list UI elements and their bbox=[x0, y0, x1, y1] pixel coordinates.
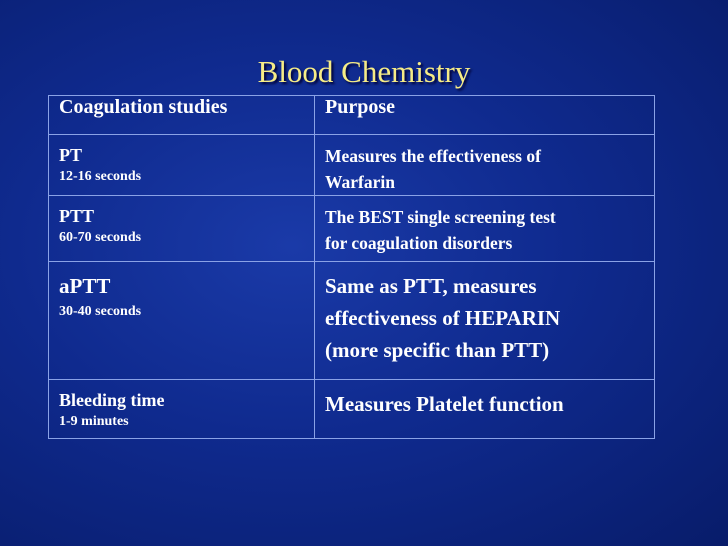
test-cell bbox=[49, 380, 315, 439]
purpose-line: The BEST single screening test bbox=[325, 207, 556, 227]
test-name: aPTT bbox=[59, 274, 111, 298]
purpose-cell bbox=[315, 380, 655, 439]
table-header-row bbox=[49, 96, 655, 135]
purpose-line: Same as PTT, measures bbox=[325, 274, 537, 298]
test-cell bbox=[49, 262, 315, 380]
coagulation-table bbox=[48, 95, 655, 439]
test-cell bbox=[49, 135, 315, 196]
table-row bbox=[49, 380, 655, 439]
purpose-line: for coagulation disorders bbox=[325, 233, 513, 253]
test-name: Bleeding time bbox=[59, 390, 165, 410]
table-row bbox=[49, 262, 655, 380]
purpose-line: (more specific than PTT) bbox=[325, 338, 550, 362]
table-row bbox=[49, 135, 655, 196]
purpose-cell bbox=[315, 135, 655, 196]
table-row bbox=[49, 196, 655, 262]
test-range: 12-16 seconds bbox=[59, 169, 142, 184]
purpose-cell bbox=[315, 196, 655, 262]
purpose-line: Warfarin bbox=[325, 172, 395, 192]
test-name: PTT bbox=[59, 206, 95, 226]
test-range: 30-40 seconds bbox=[59, 304, 142, 319]
purpose-line: Measures the effectiveness of bbox=[325, 146, 541, 166]
slide-title: Blood Chemistry bbox=[257, 54, 471, 89]
test-name: PT bbox=[59, 145, 83, 165]
purpose-cell bbox=[315, 262, 655, 380]
purpose-line: Measures Platelet function bbox=[325, 392, 564, 416]
header-coagulation-studies: Coagulation studies bbox=[49, 96, 315, 135]
test-cell bbox=[49, 196, 315, 262]
test-range: 60-70 seconds bbox=[59, 230, 142, 245]
test-range: 1-9 minutes bbox=[59, 414, 129, 429]
purpose-line: effectiveness of HEPARIN bbox=[325, 306, 561, 330]
header-purpose: Purpose bbox=[315, 96, 655, 135]
